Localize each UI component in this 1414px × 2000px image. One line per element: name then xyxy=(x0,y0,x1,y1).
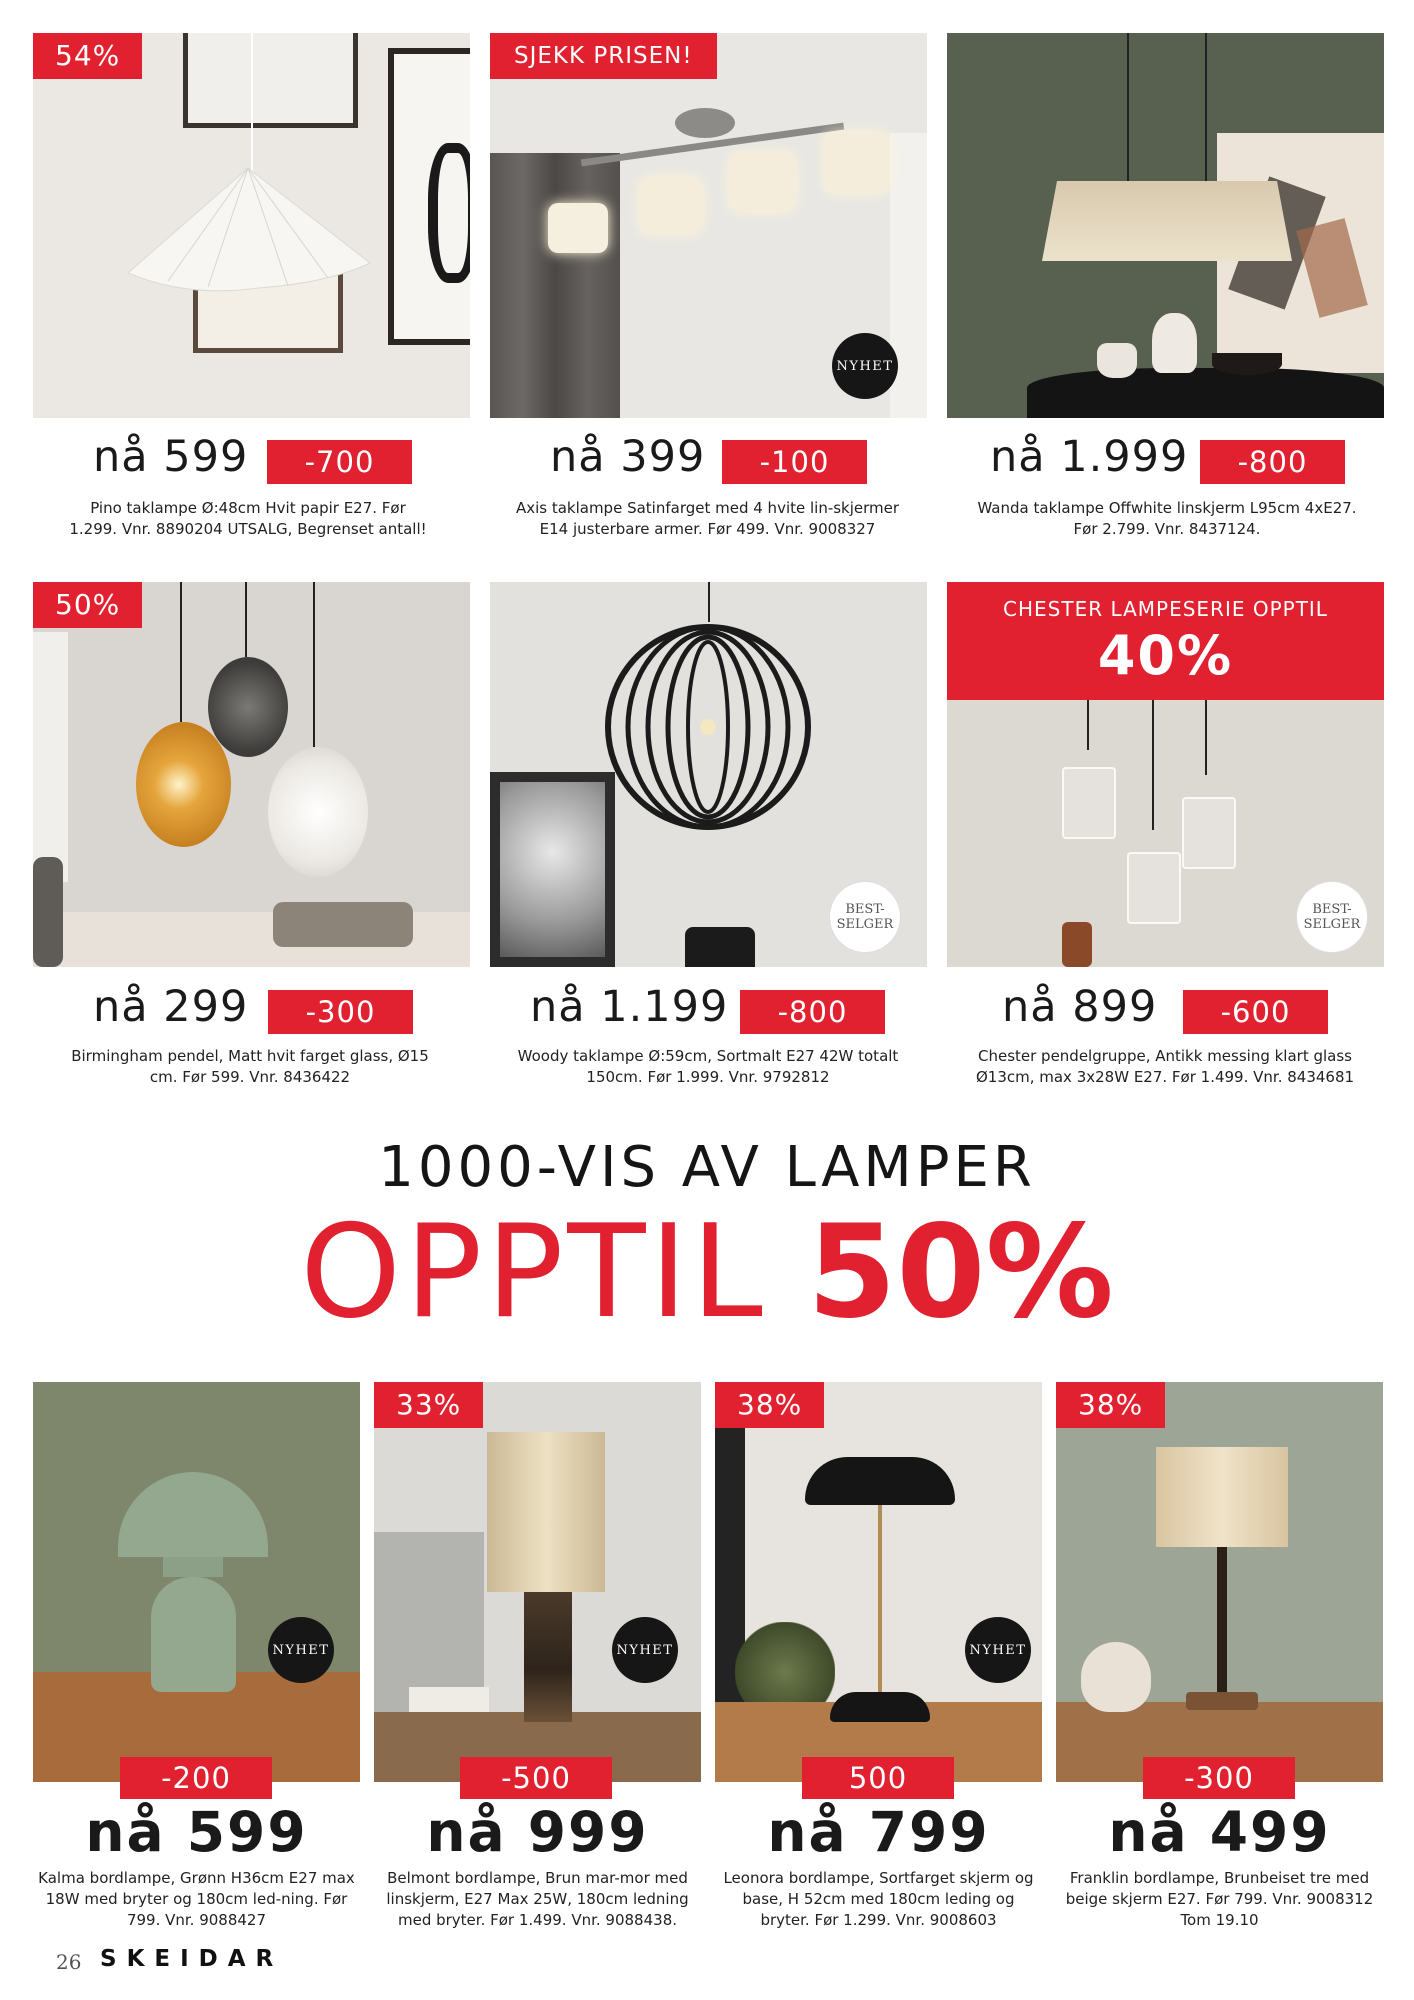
table xyxy=(1027,368,1384,418)
glass-pendant-amber xyxy=(136,722,231,847)
product-image-pino[interactable] xyxy=(33,33,470,418)
promo-banner-line2: 40% xyxy=(1097,624,1234,687)
product-description: Franklin bordlampe, Brunbeiset tre med beige skjerm E27. Før 799. Vnr. 9008312 Tom 19.10 xyxy=(1065,1869,1374,1929)
pendant-cord xyxy=(313,582,315,747)
discount-badge: 54% xyxy=(33,33,142,79)
pendant-cord xyxy=(1205,33,1207,183)
lamp-spot xyxy=(548,203,608,253)
wall-panel xyxy=(33,632,68,882)
glass-pendant-smoke xyxy=(208,657,288,757)
glass-pendant xyxy=(1062,767,1116,839)
discount-tag: -100 xyxy=(722,440,867,484)
vase xyxy=(1097,343,1137,378)
pendant-cord xyxy=(1127,33,1129,183)
curtain xyxy=(490,153,620,418)
product-image-chester[interactable] xyxy=(947,582,1384,967)
brand-logo: SKEIDAR xyxy=(100,1946,284,1972)
product-description: Leonora bordlampe, Sortfarget skjerm og base, H 52cm med 180cm leding og bryter. Før 1.299. Vnr. 9008603 xyxy=(723,1869,1034,1929)
product-image-leonora[interactable] xyxy=(715,1382,1042,1782)
price-label: nå 599 xyxy=(93,432,249,482)
product-description: Woody taklampe Ø:59cm, Sortmalt E27 42W totalt 150cm. Før 1.999. Vnr. 9792812 xyxy=(517,1047,899,1086)
price-label: nå 999 xyxy=(426,1800,649,1864)
product-image-axis[interactable] xyxy=(490,33,927,418)
wall-picture xyxy=(183,33,358,128)
pendant-cord xyxy=(180,582,182,722)
discount-tag: -300 xyxy=(1143,1757,1295,1799)
discount-tag: -300 xyxy=(268,990,413,1034)
lamp-body xyxy=(163,1557,223,1577)
page-number: 26 xyxy=(56,1950,82,1974)
lamp-spot xyxy=(825,133,890,193)
product-description: Axis taklampe Satinfarget med 4 hvite lin-skjermer E14 justerbare armer. Før 499. Vnr. 9008327 xyxy=(515,499,900,538)
lamp-shade xyxy=(487,1432,605,1592)
product-description: Belmont bordlampe, Brun mar-mor med linskjerm, E27 Max 25W, 180cm ledning med bryter. Før 1.499. Vnr. 9088438. xyxy=(386,1869,689,1929)
product-image-birmingham[interactable] xyxy=(33,582,470,967)
new-badge: NYHET xyxy=(268,1617,334,1683)
new-badge: NYHET xyxy=(832,333,898,399)
headline-percent: 50% xyxy=(807,1198,1114,1347)
glass-pendant xyxy=(1127,852,1181,924)
lamp-shade xyxy=(1042,181,1292,261)
wall-picture xyxy=(428,143,470,283)
table-vase xyxy=(685,927,755,967)
lamp-shade xyxy=(1156,1447,1288,1547)
discount-tag: 500 xyxy=(802,1757,954,1799)
marble-base xyxy=(524,1592,572,1722)
promo-banner-line1: CHESTER LAMPESERIE OPPTIL xyxy=(1003,597,1328,621)
price-label: nå 799 xyxy=(767,1800,990,1864)
product-image-belmont[interactable] xyxy=(374,1382,701,1782)
vase xyxy=(1152,313,1197,373)
wall-picture xyxy=(500,782,605,957)
price-label: nå 499 xyxy=(1108,1800,1331,1864)
pendant-cord xyxy=(1087,700,1089,750)
product-description: Birmingham pendel, Matt hvit farget glass, Ø15 cm. Før 599. Vnr. 8436422 xyxy=(71,1047,429,1086)
vase xyxy=(1062,922,1092,967)
vase xyxy=(33,857,63,967)
books xyxy=(409,1687,489,1712)
glass-pendant xyxy=(1182,797,1236,869)
product-image-woody[interactable] xyxy=(490,582,927,967)
discount-tag: -700 xyxy=(267,440,412,484)
discount-tag: -600 xyxy=(1183,990,1328,1034)
lamp-base xyxy=(1186,1692,1258,1710)
product-image-wanda[interactable] xyxy=(947,33,1384,418)
glass-pendant-white xyxy=(268,747,368,877)
lamp-spot xyxy=(730,153,795,211)
orbit-lamp xyxy=(598,617,818,837)
lamp-shade xyxy=(805,1457,955,1505)
product-image-franklin[interactable] xyxy=(1056,1382,1383,1782)
discount-badge: 50% xyxy=(33,582,142,628)
paper-lamp-shade xyxy=(108,163,378,303)
discount-badge: 38% xyxy=(1056,1382,1165,1428)
price-label: nå 399 xyxy=(550,432,706,482)
lamp-stem xyxy=(878,1505,882,1695)
lamp-stem xyxy=(1217,1547,1227,1697)
bestseller-badge: BEST-SELGER xyxy=(830,882,900,952)
bestseller-badge: BEST-SELGER xyxy=(1297,882,1367,952)
lamp-base xyxy=(151,1577,236,1692)
headline-opptil: OPPTIL xyxy=(300,1198,767,1347)
new-badge: NYHET xyxy=(612,1617,678,1683)
pendant-cord xyxy=(708,582,710,622)
price-label: nå 1.999 xyxy=(990,432,1189,482)
headline-line1: 1000-VIS AV LAMPER xyxy=(378,1135,1036,1200)
price-label: nå 299 xyxy=(93,982,249,1032)
price-label: nå 1.199 xyxy=(530,982,729,1032)
discount-tag: -200 xyxy=(120,1757,272,1799)
product-description: Pino taklampe Ø:48cm Hvit papir E27. Før 1.299. Vnr. 8890204 UTSALG, Begrenset antall! xyxy=(69,499,427,538)
price-label: nå 599 xyxy=(85,1800,308,1864)
bowl xyxy=(1212,353,1282,375)
discount-tag: -500 xyxy=(460,1757,612,1799)
ceramic-jug xyxy=(1081,1642,1151,1712)
pendant-cord xyxy=(245,582,247,657)
check-price-badge: SJEKK PRISEN! xyxy=(490,33,717,79)
product-description: Kalma bordlampe, Grønn H36cm E27 max 18W med bryter og 180cm led-ning. Før 799. Vnr. 9088427 xyxy=(38,1869,355,1929)
headline-line2 xyxy=(0,1198,1414,1348)
discount-tag: -800 xyxy=(1200,440,1345,484)
new-badge: NYHET xyxy=(965,1617,1031,1683)
pendant-cord xyxy=(1152,700,1154,830)
discount-badge: 33% xyxy=(374,1382,483,1428)
lamp-shade xyxy=(118,1472,268,1557)
cushion xyxy=(273,902,413,947)
product-description: Wanda taklampe Offwhite linskjerm L95cm 4xE27. Før 2.799. Vnr. 8437124. xyxy=(977,499,1357,538)
price-label: nå 899 xyxy=(1002,982,1158,1032)
lamp-spot xyxy=(640,178,702,233)
product-description: Chester pendelgruppe, Antikk messing klart glass Ø13cm, max 3x28W E27. Før 1.499. Vnr. 8434681 xyxy=(975,1047,1355,1086)
product-image-kalma[interactable] xyxy=(33,1382,360,1782)
pendant-cord xyxy=(1205,700,1207,775)
lamp-base xyxy=(830,1692,930,1722)
discount-tag: -800 xyxy=(740,990,885,1034)
discount-badge: 38% xyxy=(715,1382,824,1428)
ceiling-mount xyxy=(675,108,735,138)
